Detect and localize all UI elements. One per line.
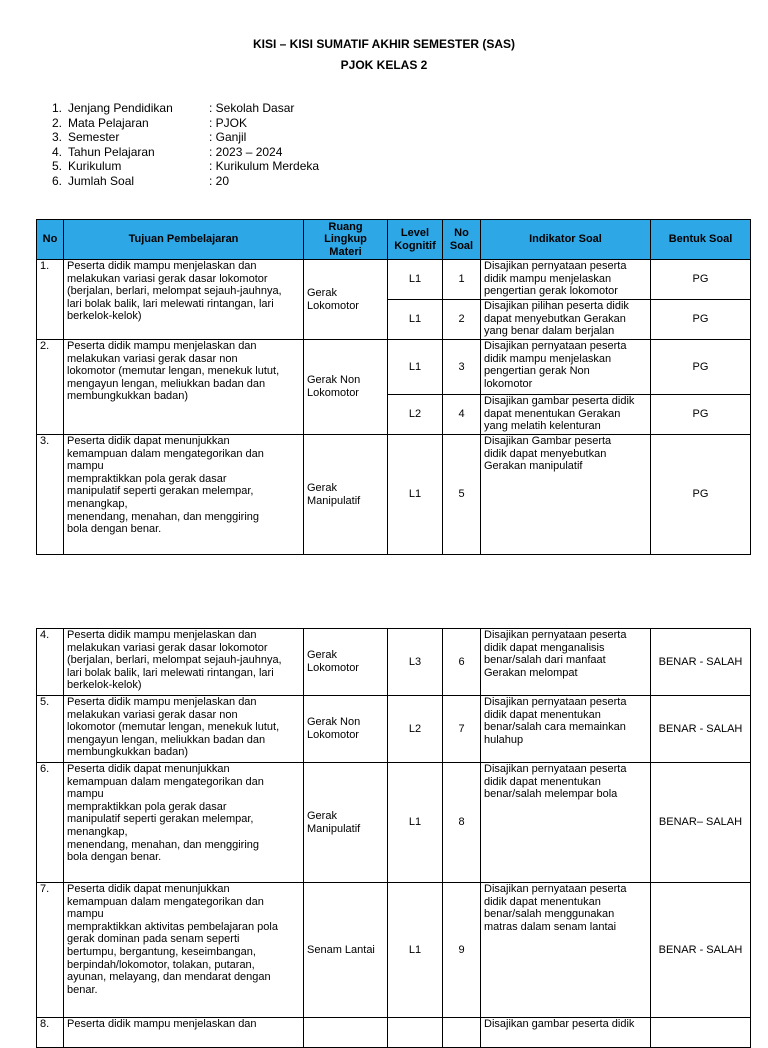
info-number: 3.	[51, 130, 62, 145]
cell-bentuk: BENAR - SALAH	[651, 883, 751, 1018]
cell-bentuk: PG	[651, 435, 751, 555]
cell-indikator: Disajikan pilihan peserta didik dapat menyebutkan Gerakan yang benar dalam berjalan	[481, 300, 651, 340]
info-number: 2.	[51, 115, 62, 130]
info-item	[36, 145, 319, 160]
cell-ruang: Gerak Lokomotor	[304, 629, 388, 696]
cell-no-soal: 3	[443, 340, 481, 395]
cell-no-soal: 2	[443, 300, 481, 340]
cell-level: L1	[388, 883, 443, 1018]
info-item	[36, 101, 319, 116]
cell-indikator: Disajikan Gambar peserta didik dapat menyebutkan Gerakan manipulatif	[481, 435, 651, 555]
table-row	[37, 340, 751, 395]
cell-tujuan: Peserta didik mampu menjelaskan dan melakukan variasi gerak dasar lokomotor (berjalan, berlari, melompat sejauh-jauhnya, lari bolak balik, lari melewati rintangan, lari berkelok-kelok)	[64, 260, 304, 340]
cell-tujuan: Peserta didik dapat menunjukkan kemampuan dalam mengategorikan dan mampu mempraktikkan pola gerak dasar manipulatif seperti gerakan melempar, menangkap, menendang, menahan, dan menggiring bola dengan benar.	[64, 435, 304, 555]
cell-no: 7.	[37, 883, 64, 1018]
cell-level: L1	[388, 340, 443, 395]
cell-bentuk: PG	[651, 340, 751, 395]
cell-no: 3.	[37, 435, 64, 555]
header-level-kognitif: Level Kognitif	[388, 220, 443, 260]
cell-ruang: Gerak Manipulatif	[304, 435, 388, 555]
cell-no-soal: 5	[443, 435, 481, 555]
info-number: 6.	[51, 173, 62, 188]
cell-bentuk	[651, 1018, 751, 1048]
document-subtitle: PJOK KELAS 2	[340, 58, 428, 72]
cell-indikator: Disajikan gambar peserta didik dapat menentukan Gerakan yang melatih kelenturan	[481, 395, 651, 435]
cell-no-soal: 7	[443, 696, 481, 763]
table-row	[37, 260, 751, 300]
info-item	[36, 116, 319, 131]
info-item	[36, 130, 319, 145]
cell-no: 6.	[37, 763, 64, 883]
info-number: 4.	[51, 144, 62, 159]
info-item	[36, 159, 319, 174]
cell-ruang: Gerak Lokomotor	[304, 260, 388, 340]
cell-no-soal: 1	[443, 260, 481, 300]
info-label: Kurikulum	[68, 159, 122, 174]
cell-indikator: Disajikan pernyataan peserta didik mampu menjelaskan pengertian gerak lokomotor	[481, 260, 651, 300]
header-bentuk-soal: Bentuk Soal	[651, 220, 751, 260]
cell-level: L1	[388, 260, 443, 300]
cell-no: 4.	[37, 629, 64, 696]
info-label: Jumlah Soal	[68, 173, 135, 188]
info-number: 5.	[51, 159, 62, 174]
document-title: KISI – KISI SUMATIF AKHIR SEMESTER (SAS)	[252, 37, 516, 51]
info-item	[36, 174, 319, 189]
cell-level: L3	[388, 629, 443, 696]
cell-no: 8.	[37, 1018, 64, 1048]
cell-no-soal: 4	[443, 395, 481, 435]
cell-bentuk: BENAR– SALAH	[651, 763, 751, 883]
info-value: : Kurikulum Merdeka	[209, 159, 320, 174]
cell-no-soal: 8	[443, 763, 481, 883]
table-row	[37, 1018, 751, 1048]
info-label: Mata Pelajaran	[68, 115, 149, 130]
cell-ruang: Gerak Manipulatif	[304, 763, 388, 883]
cell-no-soal	[443, 1018, 481, 1048]
cell-indikator: Disajikan pernyataan peserta didik dapat menentukan benar/salah cara memainkan hulahup	[481, 696, 651, 763]
kisi-table-page-2	[36, 628, 751, 1048]
table-row	[37, 435, 751, 555]
info-value: : PJOK	[209, 115, 248, 130]
cell-ruang	[304, 1018, 388, 1048]
info-label: Jenjang Pendidikan	[68, 101, 173, 115]
cell-tujuan: Peserta didik mampu menjelaskan dan	[64, 1018, 304, 1048]
cell-ruang: Senam Lantai	[304, 883, 388, 1018]
info-value: : 20	[209, 173, 230, 188]
cell-level: L2	[388, 696, 443, 763]
kisi-table-page-1	[36, 219, 751, 555]
cell-bentuk: PG	[651, 395, 751, 435]
info-value: : Ganjil	[209, 130, 247, 145]
table-row	[37, 696, 751, 763]
info-list	[36, 101, 319, 189]
table-header-row	[37, 220, 751, 260]
table-row	[37, 763, 751, 883]
cell-tujuan: Peserta didik mampu menjelaskan dan melakukan variasi gerak dasar lokomotor (berjalan, berlari, melompat sejauh-jauhnya, lari bolak balik, lari melewati rintangan, lari berkelok-kelok)	[64, 629, 304, 696]
cell-no-soal: 9	[443, 883, 481, 1018]
cell-no: 5.	[37, 696, 64, 763]
cell-level: L2	[388, 395, 443, 435]
cell-level: L1	[388, 300, 443, 340]
cell-no: 1.	[37, 260, 64, 340]
info-label: Semester	[68, 130, 120, 145]
cell-ruang: Gerak Non Lokomotor	[304, 340, 388, 435]
cell-no: 2.	[37, 340, 64, 435]
header-tujuan: Tujuan Pembelajaran	[64, 220, 304, 260]
cell-indikator: Disajikan pernyataan peserta didik dapat menentukan benar/salah melempar bola	[481, 763, 651, 883]
cell-indikator: Disajikan pernyataan peserta didik dapat menganalisis benar/salah dari manfaat Gerakan melompat	[481, 629, 651, 696]
cell-bentuk: PG	[651, 300, 751, 340]
info-value: : Sekolah Dasar	[209, 101, 295, 115]
cell-indikator: Disajikan pernyataan peserta didik mampu menjelaskan pengertian gerak Non lokomotor	[481, 340, 651, 395]
cell-level: L1	[388, 435, 443, 555]
cell-bentuk: BENAR - SALAH	[651, 629, 751, 696]
cell-level	[388, 1018, 443, 1048]
cell-tujuan: Peserta didik dapat menunjukkan kemampuan dalam mengategorikan dan mampu mempraktikkan aktivitas pembelajaran pola gerak dominan pada senam seperti bertumpu, bergantung, keseimbangan, berpindah/lokomotor, tolakan, putaran, ayunan, melayang, dan mendarat dengan benar.	[64, 883, 304, 1018]
cell-bentuk: PG	[651, 260, 751, 300]
cell-level: L1	[388, 763, 443, 883]
header-ruang-lingkup: Ruang Lingkup Materi	[304, 220, 388, 260]
header-indikator: Indikator Soal	[481, 220, 651, 260]
cell-no-soal: 6	[443, 629, 481, 696]
cell-tujuan: Peserta didik dapat menunjukkan kemampuan dalam mengategorikan dan mampu mempraktikkan pola gerak dasar manipulatif seperti gerakan melempar, menangkap, menendang, menahan, dan menggiring bola dengan benar.	[64, 763, 304, 883]
cell-tujuan: Peserta didik mampu menjelaskan dan melakukan variasi gerak dasar non lokomotor (memutar lengan, menekuk lutut, mengayun lengan, meliukkan badan dan membungkukkan badan)	[64, 340, 304, 435]
header-no: No	[37, 220, 64, 260]
cell-tujuan: Peserta didik mampu menjelaskan dan melakukan variasi gerak dasar non lokomotor (memutar lengan, menekuk lutut, mengayun lengan, meliukkan badan dan membungkukkan badan)	[64, 696, 304, 763]
info-label: Tahun Pelajaran	[68, 144, 155, 159]
cell-ruang: Gerak Non Lokomotor	[304, 696, 388, 763]
cell-bentuk: BENAR - SALAH	[651, 696, 751, 763]
header-no-soal: No Soal	[443, 220, 481, 260]
cell-indikator: Disajikan gambar peserta didik	[481, 1018, 651, 1048]
table-row	[37, 883, 751, 1018]
info-value: : 2023 – 2024	[209, 144, 283, 159]
cell-indikator: Disajikan pernyataan peserta didik dapat menentukan benar/salah menggunakan matras dalam senam lantai	[481, 883, 651, 1018]
table-row	[37, 629, 751, 696]
info-number: 1.	[51, 101, 62, 115]
